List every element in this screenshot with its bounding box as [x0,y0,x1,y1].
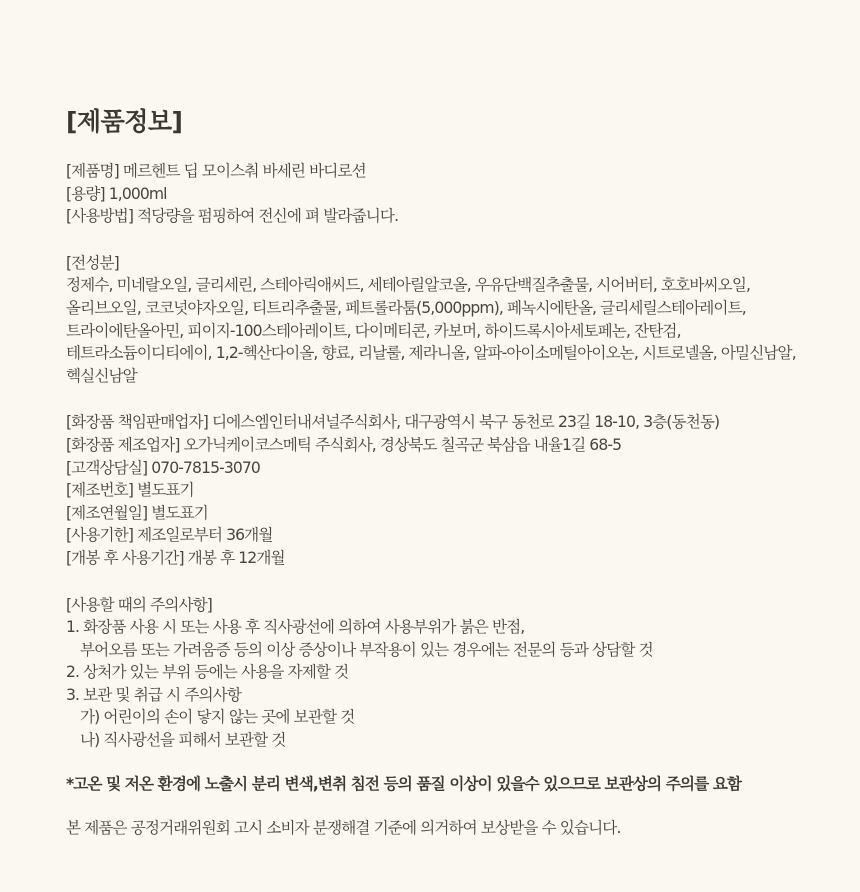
caution-item: 3. 보관 및 취급 시 주의사항 [66,685,241,704]
after-opening-period: [개봉 후 사용기간] 개봉 후 12개월 [66,548,285,567]
product-name: [제품명] 메르헨트 딥 모이스춰 바세린 바디로션 [66,162,366,180]
ingredients-line: 올리브오일, 코코넛야자오일, 티트리추출물, 페트롤라툼(5,000ppm), 페녹시에탄올, 글리세릴스테아레이트, [66,298,746,317]
caution-item: 2. 상처가 있는 부위 등에는 사용을 자제할 것 [66,663,349,682]
caution-subitem: 가) 어린이의 손이 닿지 않는 곳에 보관할 것 [80,708,355,727]
page-title: [제품정보] [66,107,183,136]
caution-item-continued: 부어오름 또는 가려움증 등의 이상 증상이나 부작용이 있는 경우에는 전문의 등과 상담할 것 [80,640,653,659]
expiry-period: [사용기한] 제조일로부터 36개월 [66,526,273,545]
cautions-heading: [사용할 때의 주의사항] [66,595,212,614]
company-info-section [66,411,860,569]
manufacture-date: [제조연월일] 별도표기 [66,503,208,522]
customer-service: [고객상담실] 070-7815-3070 [66,458,260,477]
manufacturer: [화장품 제조업자] 오가닉케이코스메틱 주식회사, 경상북도 칠곡군 북삼읍 내율1길 68-5 [66,435,622,454]
ingredients-line: 정제수, 미네랄오일, 글리세린, 스테아릭애씨드, 세테아릴알코올, 우유단백질추출물, 시어버터, 호호바씨오일, [66,276,751,295]
ingredients-heading: [전성분] [66,253,119,272]
product-usage: [사용방법] 적당량을 펌핑하여 전신에 펴 발라줍니다. [66,207,399,226]
ingredients-line: 테트라소듐이디티에이, 1,2-헥산다이올, 향료, 리날룰, 제라니올, 알파-아이소메틸아이오논, 시트로넬올, 아밀신남알, [66,344,796,363]
compensation-notice: 본 제품은 공정거래위원회 고시 소비자 분쟁해결 기준에 의거하여 보상받을 수 있습니다. [66,818,621,837]
batch-number: [제조번호] 별도표기 [66,481,194,500]
product-basic-info [66,160,860,228]
ingredients-section [66,252,860,388]
responsible-seller: [화장품 책임판매업자] 디에스엠인터내셔널주식회사, 대구광역시 북구 동천로 23길 18-10, 3층(동천동) [66,413,720,432]
caution-item: 1. 화장품 사용 시 또는 사용 후 직사광선에 의하여 사용부위가 붉은 반점, [66,618,525,637]
cautions-section [66,594,860,752]
product-volume: [용량] 1,000ml [66,184,167,203]
caution-subitem: 나) 직사광선을 피해서 보관할 것 [80,731,286,750]
ingredients-line: 트라이에탄올아민, 피이지-100스테아레이트, 다이메티콘, 카보머, 하이드록시아세토페논, 잔탄검, [66,321,681,340]
storage-warning: *고온 및 저온 환경에 노출시 분리 변색,변취 침전 등의 품질 이상이 있을수 있으므로 보관상의 주의를 요함 [66,774,742,793]
ingredients-line: 헥실신남알 [66,366,137,385]
